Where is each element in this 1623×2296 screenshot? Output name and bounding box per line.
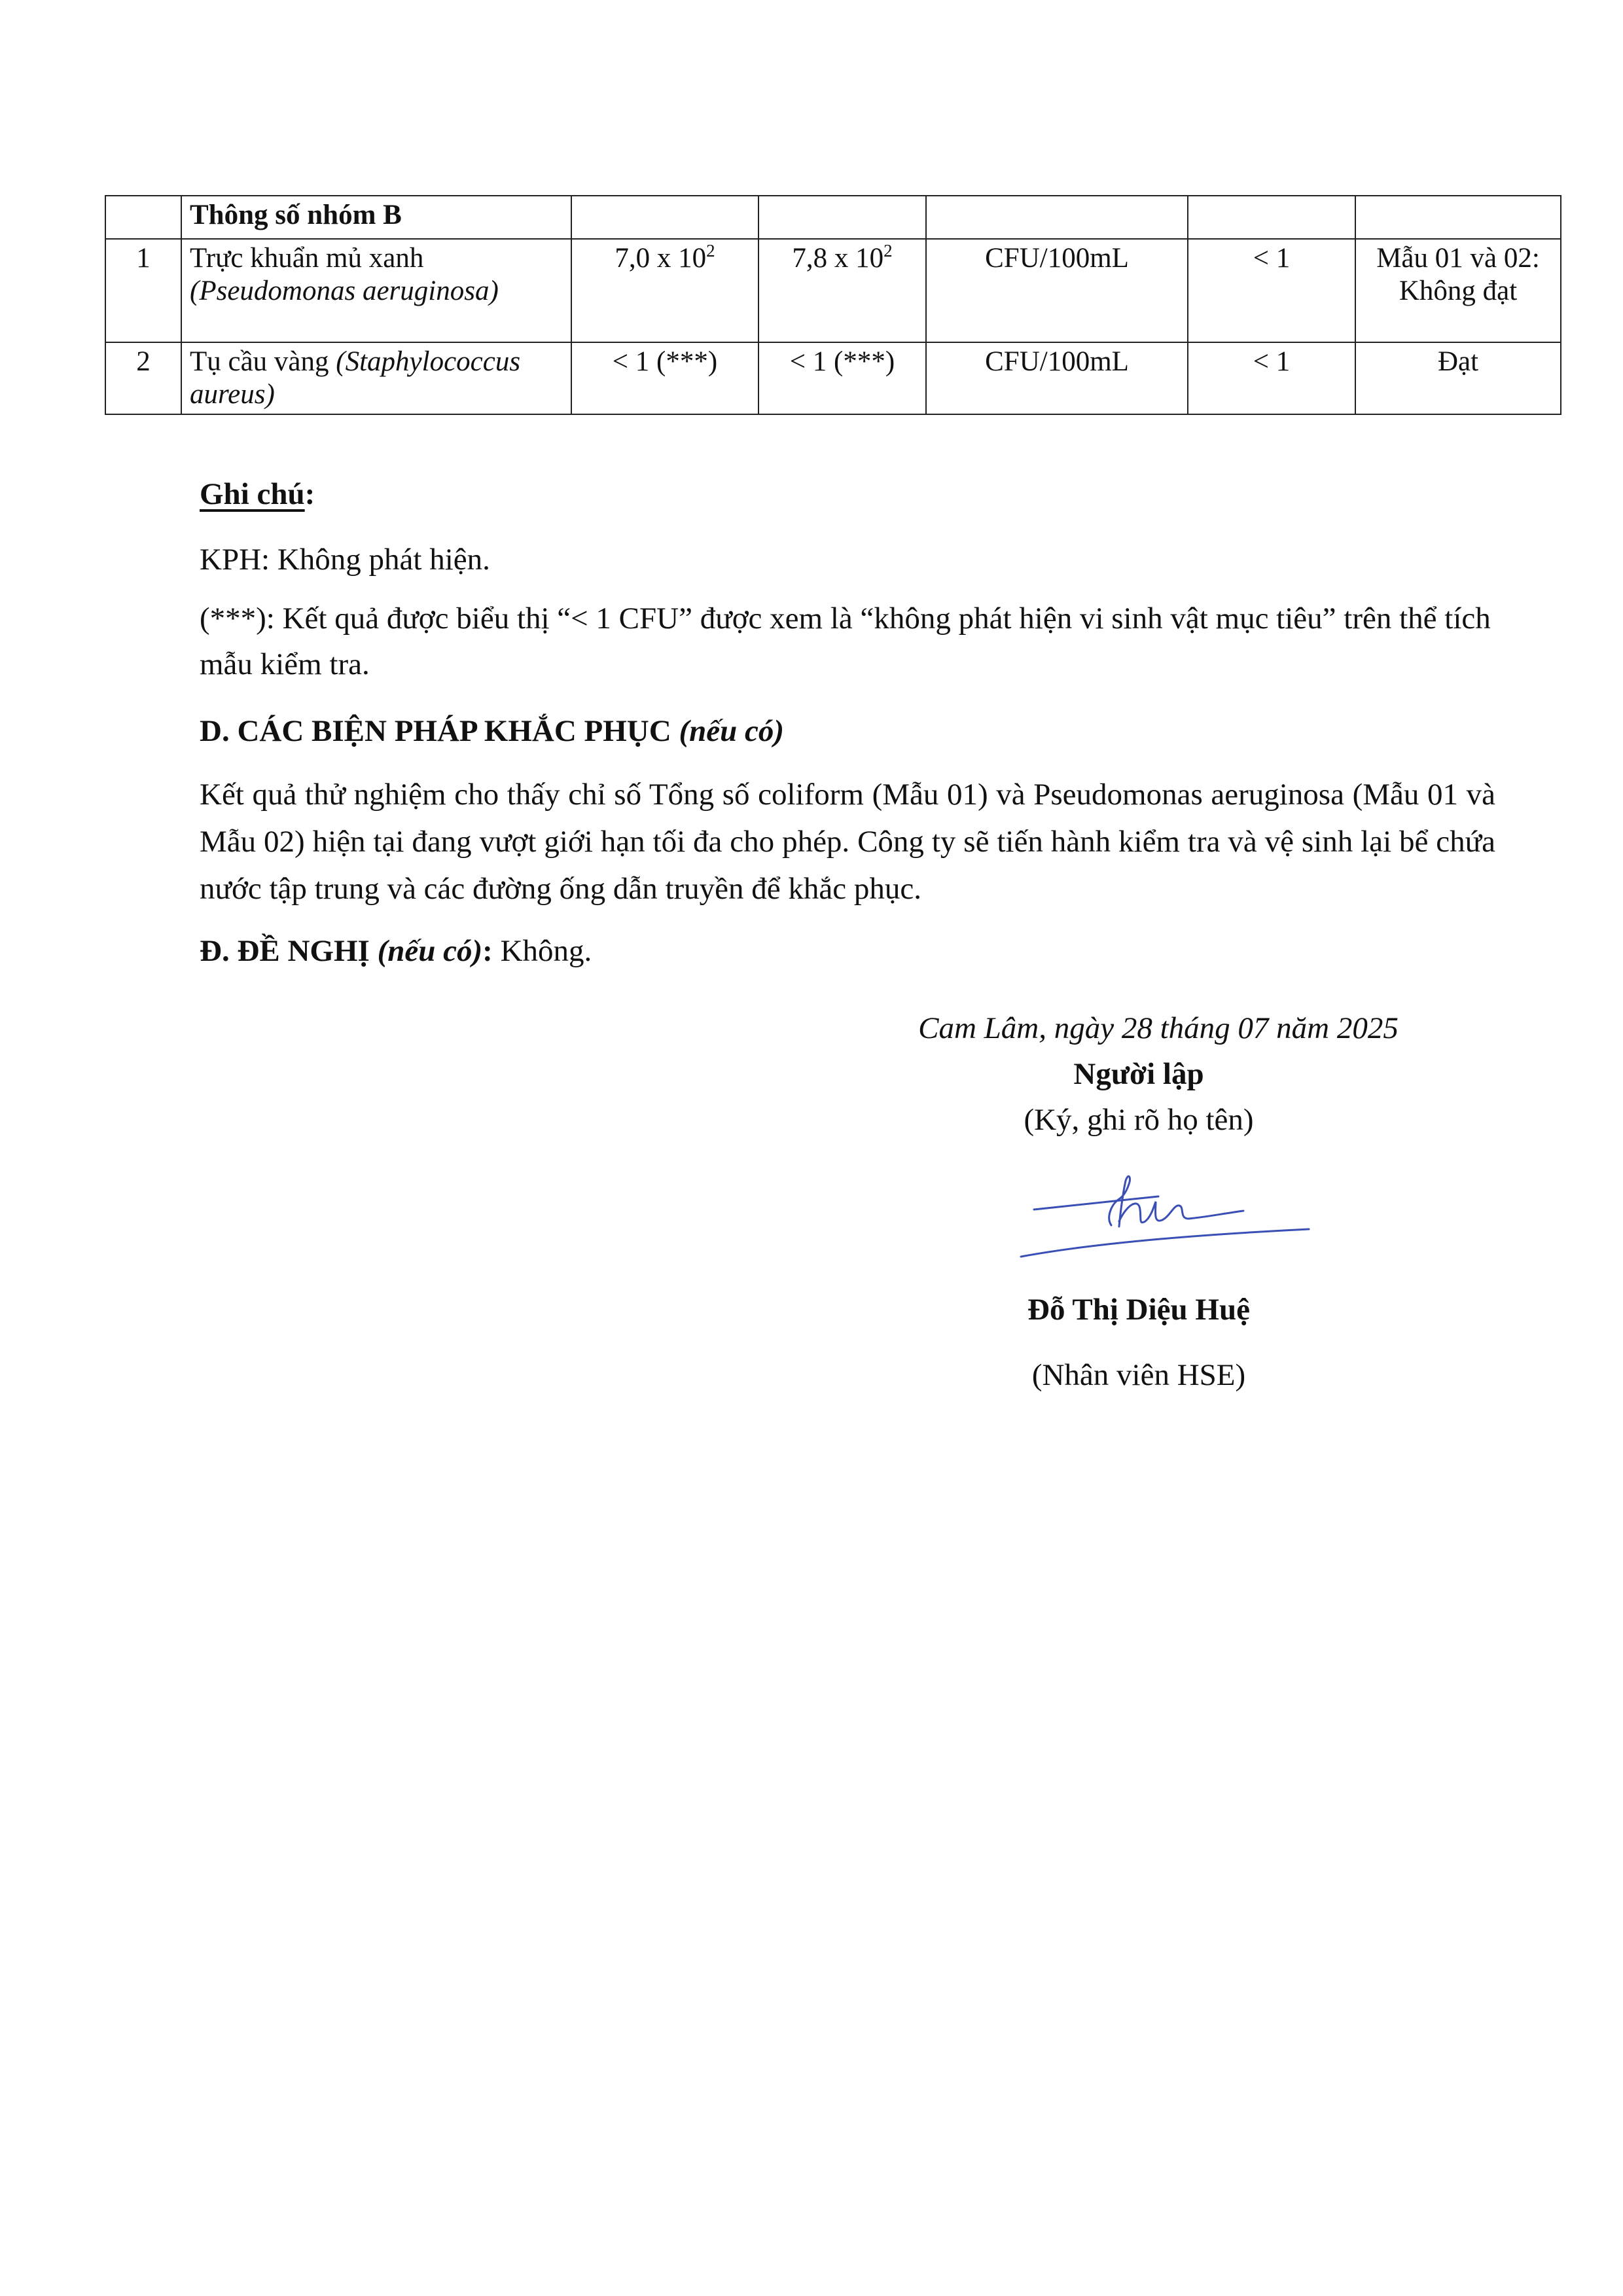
section-dd-heading-text: Đ. ĐỀ NGHỊ bbox=[200, 934, 378, 968]
section-d-heading-text: D. CÁC BIỆN PHÁP KHẮC PHỤC bbox=[200, 714, 679, 748]
section-d-heading-italic: (nếu có) bbox=[679, 714, 784, 748]
section-dd-colon: : bbox=[482, 934, 493, 968]
parameter-name-latin: (Staphylococcus aureus) bbox=[190, 346, 521, 410]
notes-heading-colon: : bbox=[304, 477, 315, 511]
signature-stroke bbox=[1021, 1229, 1309, 1257]
notes-heading-text: Ghi chú bbox=[200, 477, 305, 511]
table-group-row bbox=[105, 196, 1561, 239]
sign-name: Đỗ Thị Diệu Huệ bbox=[1027, 1293, 1250, 1327]
section-dd-line bbox=[200, 928, 1495, 974]
signature-stroke bbox=[1119, 1202, 1243, 1223]
table-cell bbox=[1355, 196, 1561, 239]
parameter-name-plain: Tụ cầu vàng bbox=[190, 346, 336, 377]
section-d-heading bbox=[200, 708, 1495, 754]
handwritten-signature bbox=[1008, 1158, 1322, 1276]
row-stt: 1 bbox=[105, 239, 181, 342]
row-sample-1: < 1 (***) bbox=[571, 342, 758, 414]
row-parameter-name bbox=[181, 342, 571, 414]
parameter-name-plain: Trực khuẩn mủ xanh bbox=[190, 243, 424, 274]
row-stt: 2 bbox=[105, 342, 181, 414]
results-table bbox=[105, 195, 1561, 415]
table-cell bbox=[758, 196, 926, 239]
sample-1-exponent: 2 bbox=[706, 241, 715, 260]
row-evaluation: Mẫu 01 và 02: Không đạt bbox=[1355, 239, 1561, 342]
row-parameter-name bbox=[181, 239, 571, 342]
sign-role: Người lập bbox=[1073, 1057, 1204, 1091]
row-limit: < 1 bbox=[1188, 239, 1355, 342]
row-sample-2 bbox=[758, 239, 926, 342]
table-cell bbox=[571, 196, 758, 239]
row-unit: CFU/100mL bbox=[926, 239, 1188, 342]
sample-1-base: 7,0 x 10 bbox=[615, 243, 707, 274]
note-stars: (***): Kết quả được biểu thị “< 1 CFU” được xem là “không phát hiện vi sinh vật mục tiêu” trên thể tích mẫu kiểm tra. bbox=[200, 601, 1491, 681]
sign-title: (Nhân viên HSE) bbox=[1031, 1358, 1246, 1392]
table-cell bbox=[926, 196, 1188, 239]
note-kph: KPH: Không phát hiện. bbox=[200, 543, 490, 577]
group-label: Thông số nhóm B bbox=[181, 196, 571, 239]
sample-2-exponent: 2 bbox=[883, 241, 893, 260]
table-cell bbox=[1188, 196, 1355, 239]
sign-hint: (Ký, ghi rõ họ tên) bbox=[1024, 1103, 1254, 1137]
row-sample-1 bbox=[571, 239, 758, 342]
table-row bbox=[105, 342, 1561, 414]
notes-heading bbox=[200, 471, 1495, 517]
table-cell bbox=[105, 196, 181, 239]
parameter-name-latin: (Pseudomonas aeruginosa) bbox=[190, 276, 499, 306]
sign-place-date: Cam Lâm, ngày 28 tháng 07 năm 2025 bbox=[918, 1011, 1399, 1045]
sample-2-base: 7,8 x 10 bbox=[792, 243, 884, 274]
table-row bbox=[105, 239, 1561, 342]
section-dd-value: Không. bbox=[492, 934, 592, 968]
row-evaluation: Đạt bbox=[1355, 342, 1561, 414]
section-d-body: Kết quả thử nghiệm cho thấy chỉ số Tổng số coliform (Mẫu 01) và Pseudomonas aeruginosa (Mẫu 01 và Mẫu 02) hiện tại đang vượt giới hạn tối đa cho phép. Công ty sẽ tiến hành kiểm tra và vệ sinh lại bể chứa nước tập trung và các đường ống dẫn truyền để khắc phục. bbox=[200, 778, 1495, 906]
section-dd-heading-italic: (nếu có) bbox=[377, 934, 483, 968]
row-unit: CFU/100mL bbox=[926, 342, 1188, 414]
row-limit: < 1 bbox=[1188, 342, 1355, 414]
row-sample-2: < 1 (***) bbox=[758, 342, 926, 414]
